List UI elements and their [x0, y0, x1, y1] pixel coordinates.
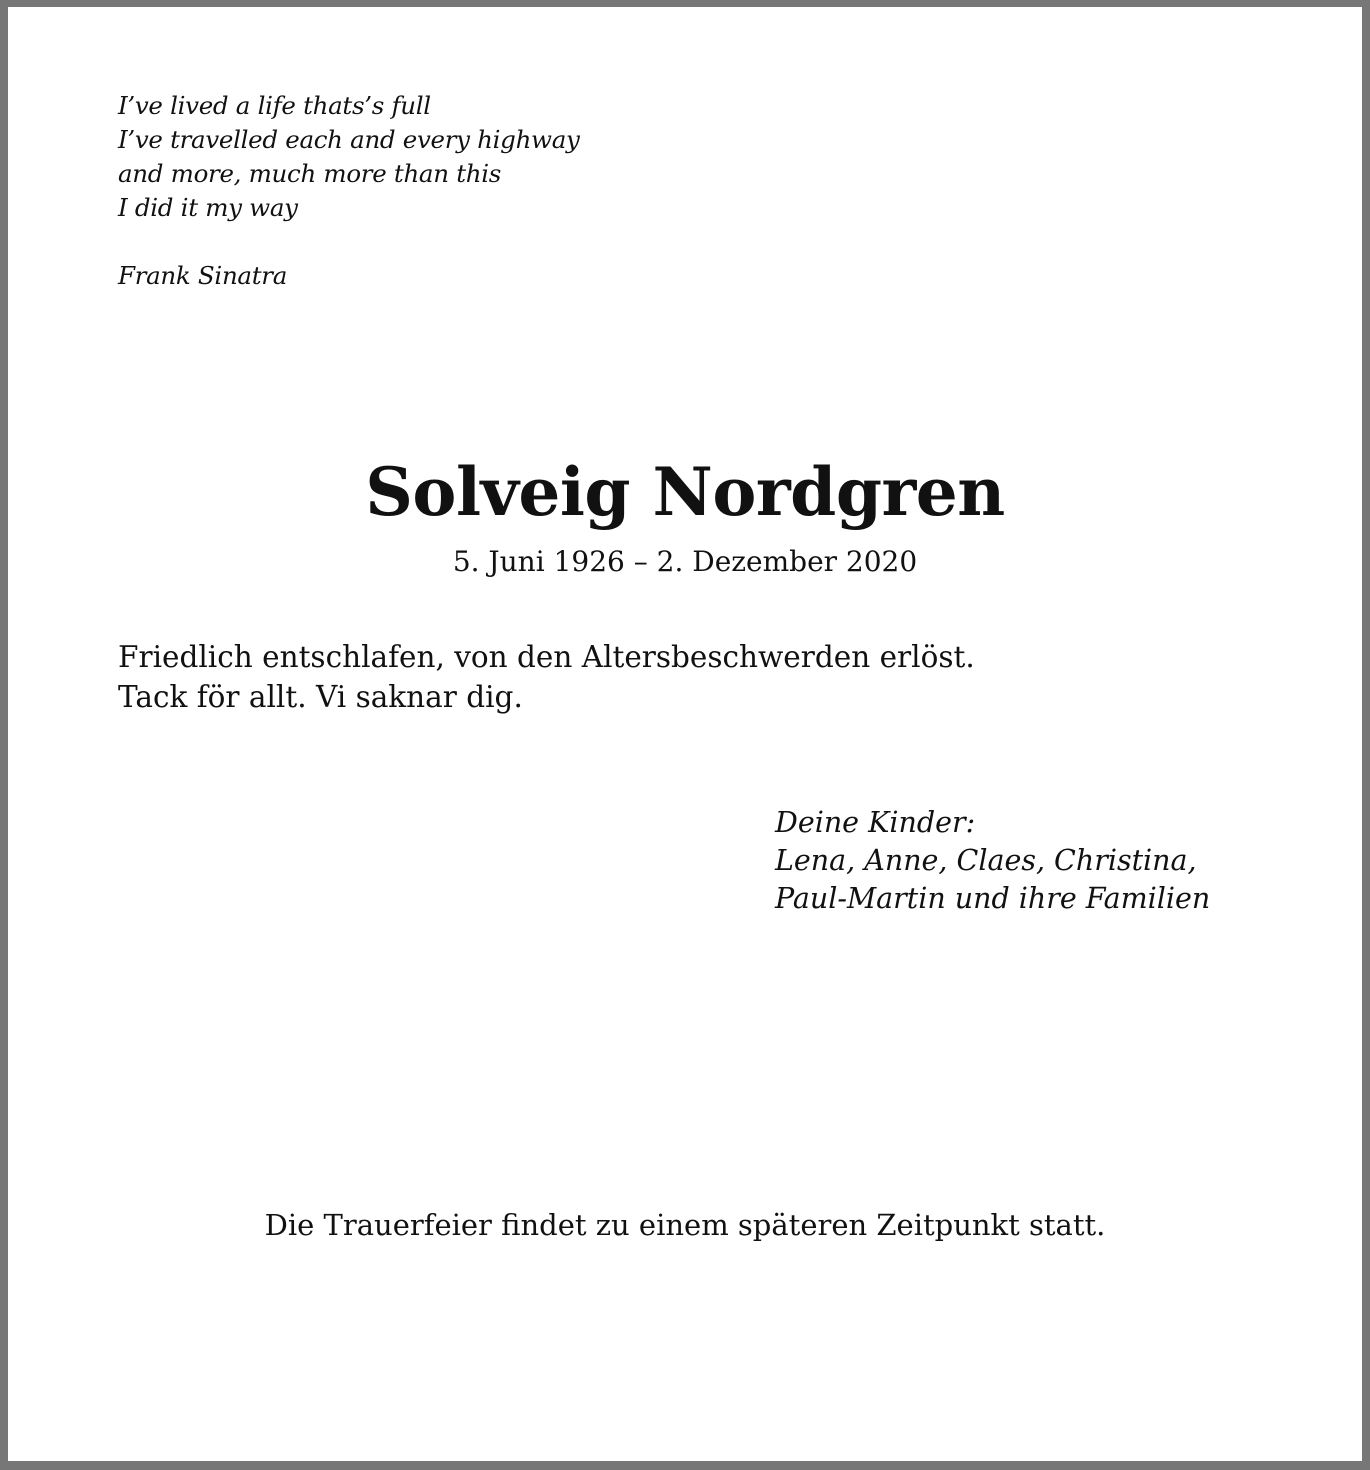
family-line: Deine Kinder:: [775, 806, 976, 839]
family-line: Paul-Martin und ihre Familien: [775, 882, 1211, 915]
deceased-name: Solveig Nordgren: [365, 453, 1005, 531]
life-dates: 5. Juni 1926 – 2. Dezember 2020: [452, 545, 918, 578]
poem-line: I’ve lived a life thats’s full: [118, 91, 431, 120]
message-line: Friedlich entschlafen, von den Altersbeschwerden erlöst.: [118, 640, 975, 674]
family-line: Lena, Anne, Claes, Christina,: [775, 844, 1197, 877]
message-line: Tack för allt. Vi saknar dig.: [118, 680, 523, 714]
poem-line: I’ve travelled each and every highway: [118, 125, 580, 154]
farewell-message: [118, 637, 975, 717]
obituary-page: [8, 7, 1362, 1461]
family-signature: [775, 804, 1210, 918]
service-note: Die Trauerfeier findet zu einem späteren Zeitpunkt statt.: [264, 1208, 1106, 1242]
poem-author: Frank Sinatra: [118, 261, 287, 290]
poem-quote: [118, 89, 580, 225]
poem-line: and more, much more than this: [118, 159, 502, 188]
poem-line: I did it my way: [118, 193, 298, 222]
